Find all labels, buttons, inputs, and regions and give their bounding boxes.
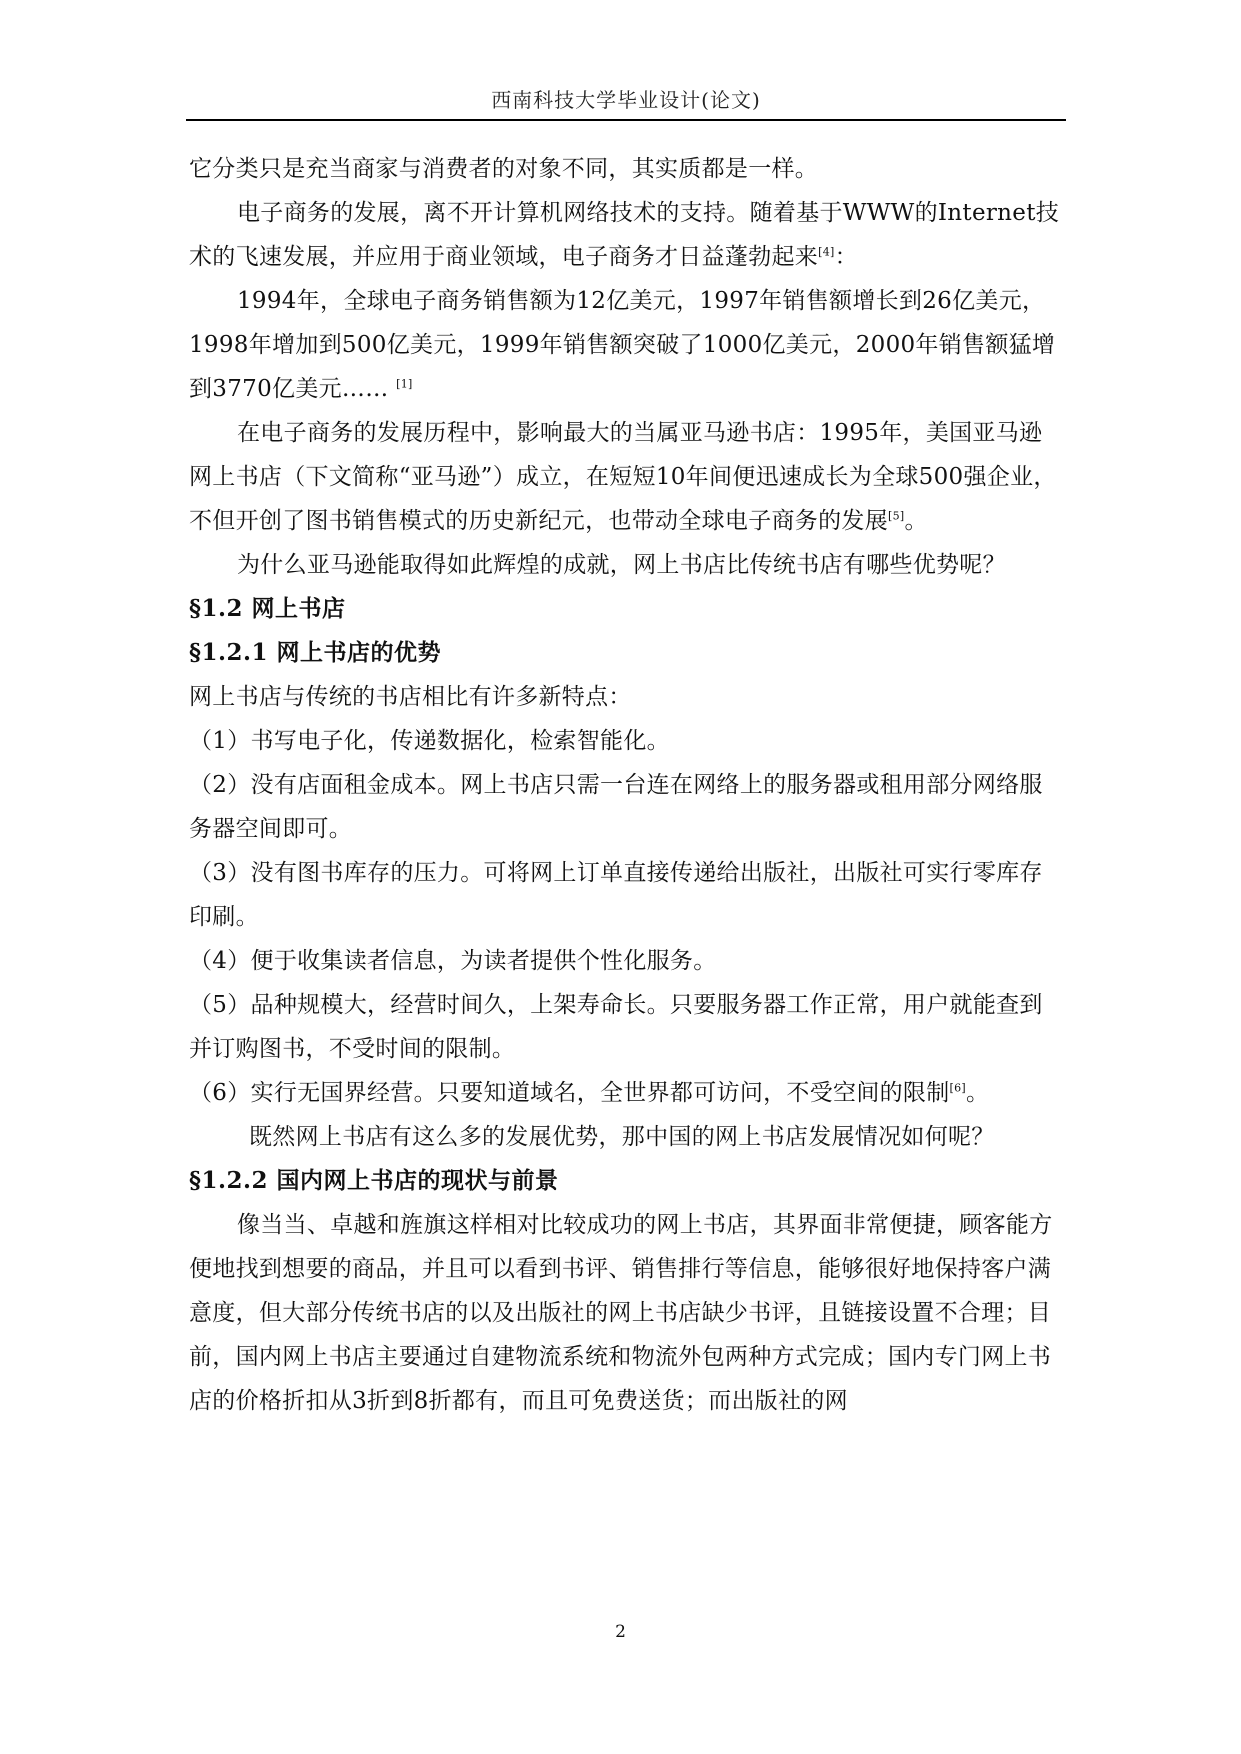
page-header-title: 西南科技大学毕业设计(论文) — [491, 88, 761, 112]
paragraph-domestic-status: 像当当、卓越和旌旗这样相对比较成功的网上书店，其界面非常便捷，顾客能方便地找到想要的商品，并且可以看到书评、销售排行等信息，能够很好地保持客户满意度，但大部分传统书店的以及出版社的网上书店缺少书评，且链接设置不合理；目前，国内网上书店主要通过自建物流系统和物流外包两种方式完成；国内专门网上书店的价格折扣从3折到8折都有，而且可免费送货；而出版社的网 — [189, 1212, 1053, 1414]
list-item: （3）没有图书库存的压力。可将网上订单直接传递给出版社，出版社可实行零库存印刷。 — [189, 860, 1043, 930]
citation: [4] — [818, 245, 835, 259]
paragraph-end: 。 — [904, 508, 928, 534]
paragraph-amazon-history — [189, 411, 1064, 543]
list-item: （1）书写电子化，传递数据化，检索智能化。 — [189, 728, 670, 754]
list-item — [189, 1071, 1064, 1115]
paragraph-end: ： — [834, 244, 858, 270]
page-number: 2 — [615, 1622, 626, 1642]
paragraph-transition: 既然网上书店有这么多的发展优势，那中国的网上书店发展情况如何呢？ — [249, 1124, 995, 1150]
paragraph-sales-figures — [189, 279, 1064, 411]
citation: [1] — [396, 377, 413, 391]
list-item: （2）没有店面租金成本。网上书店只需一台连在网络上的服务器或租用部分网络服务器空间即可。 — [189, 772, 1043, 842]
list-item: （4）便于收集读者信息，为读者提供个性化服务。 — [189, 948, 717, 974]
list-item-end: 。 — [966, 1080, 990, 1106]
paragraph-ecommerce-development — [189, 191, 1064, 279]
section-heading-1-2-2: §1.2.2 国内网上书店的现状与前景 — [189, 1167, 559, 1194]
section-heading-1-2: §1.2 网上书店 — [189, 595, 346, 622]
advantages-intro: 网上书店与传统的书店相比有许多新特点： — [189, 684, 632, 710]
paragraph-text: 1994年，全球电子商务销售额为12亿美元，1997年销售额增长到26亿美元，1998年增加到500亿美元，1999年销售额突破了1000亿美元，2000年销售额猛增到3770亿美元…… — [189, 288, 1056, 402]
paragraph-text: 电子商务的发展，离不开计算机网络技术的支持。随着基于WWW的Internet技术的飞速发展，并应用于商业领域，电子商务才日益蓬勃起来 — [189, 200, 1060, 270]
paragraph-continuation: 它分类只是充当商家与消费者的对象不同，其实质都是一样。 — [189, 156, 819, 182]
paragraph-question: 为什么亚马逊能取得如此辉煌的成就，网上书店比传统书店有哪些优势呢？ — [237, 552, 1006, 578]
citation: [6] — [949, 1081, 967, 1095]
header-rule — [186, 119, 1066, 121]
list-item-text: （6）实行无国界经营。只要知道域名，全世界都可访问，不受空间的限制 — [189, 1080, 950, 1106]
paragraph-text: 在电子商务的发展历程中，影响最大的当属亚马逊书店：1995年，美国亚马逊网上书店（下文简称“亚马逊”）成立，在短短10年间便迅速成长为全球500强企业，不但开创了图书销售模式的历史新纪元，也带动全球电子商务的发展 — [189, 420, 1057, 534]
body-text — [189, 147, 1064, 1423]
section-heading-1-2-1: §1.2.1 网上书店的优势 — [189, 639, 442, 666]
list-item: （5）品种规模大，经营时间久，上架寿命长。只要服务器工作正常，用户就能查到并订购图书，不受时间的限制。 — [189, 992, 1043, 1062]
citation: [5] — [888, 509, 905, 523]
